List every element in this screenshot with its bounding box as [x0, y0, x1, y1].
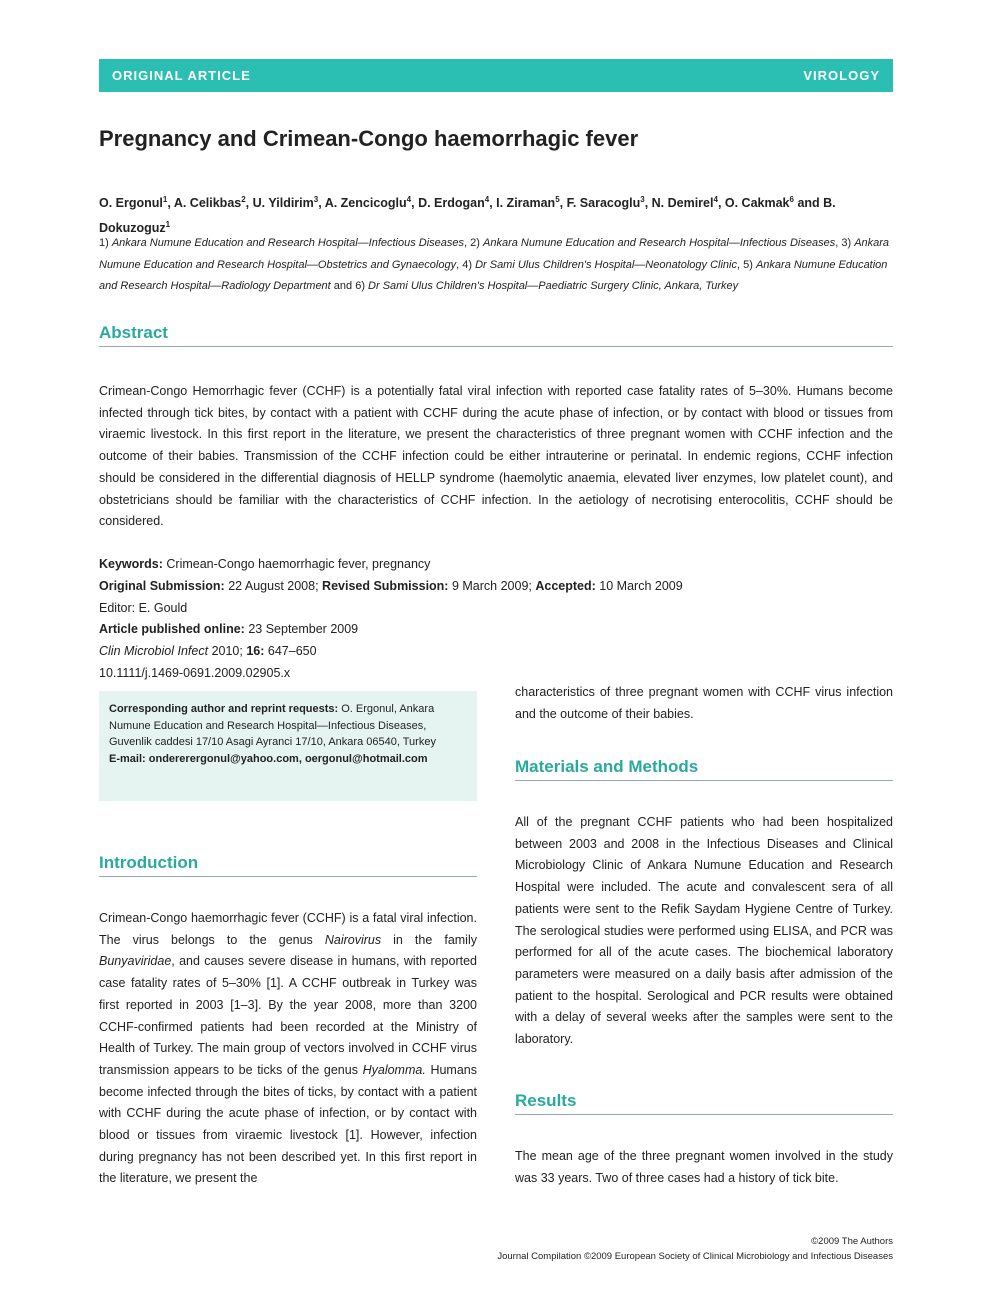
- article-category-banner: [99, 59, 893, 92]
- citation-line: Clin Microbiol Infect 2010; 16: 647–650: [99, 644, 317, 659]
- published-line: Article published online: 23 September 2009: [99, 622, 359, 637]
- editor-line: Editor: E. Gould: [99, 600, 188, 615]
- affiliations: 1) Ankara Numune Education and Research Hospital—Infectious Diseases, 2) Ankara Numune Education and Research Hospital—Infectious Diseases, 3) Ankara Numune Education and Research Hospital—Obstetrics and Gynaecology, 4) Dr Sami Ulus Children's Hospital—Neonatology Clinic, 5) Ankara Numune Education and Research Hospital—Radiology Department and 6) Dr Sami Ulus Children's Hospital—Paediatric Surgery Clinic, Ankara, Turkey: [99, 237, 890, 292]
- article-type-label: ORIGINAL ARTICLE: [112, 68, 251, 83]
- author: O. Cakmak$^6$: [724, 195, 794, 211]
- introduction-text: Crimean-Congo haemorrhagic fever (CCHF) is a fatal viral infection. The virus belongs to the genus Nairovirus in the family Bunyaviridae, and causes severe disease in humans, with reported case fatality rates of 5–30% [1]. A CCHF outbreak in Turkey was first reported in 2003 [1–3]. By the year 2008, more than 3200 CCHF-confirmed patients had been recorded at the Ministry of Health of Turkey. The main group of vectors involved in CCHF virus transmission appears to be ticks of the genus Hyalomma. Humans become infected through the bites of ticks, by contact with a patient with CCHF during the acute phase of infection, or by contact with blood or tissues from viraemic livestock [1]. However, infection during pregnancy has not been described yet. In this first report in the literature, we present the: [99, 911, 477, 1186]
- author: A. Celikbas$^2$: [173, 195, 246, 211]
- results-heading: Results: [515, 1091, 893, 1115]
- abstract-text: Crimean-Congo Hemorrhagic fever (CCHF) is a potentially fatal viral infection with reported case fatality rates of 5–30%. Humans become infected through tick bites, by contact with a patient with CCHF during the acute phase of infection, or by contact with blood or tissues from viraemic livestock. In this first report in the literature, we present the characteristics of three pregnant women with CCHF infection and the outcome of their babies. Transmission of the CCHF infection could be either intrauterine or perinatal. In endemic regions, CCHF infection should be considered in the differential diagnosis of HELLP syndrome (haemolytic anaemia, elevated liver enzymes, low platelet count), and obstetricians should be familiar with the characteristics of CCHF infection. In the aetiology of necrotising enterocolitis, CCHF should be considered.: [99, 384, 893, 529]
- methods-heading: Materials and Methods: [515, 757, 893, 781]
- author: B. Dokuzoguz$^1$: [99, 196, 836, 236]
- article-metadata: [99, 554, 893, 685]
- author: F. Saracoglu$^3$: [566, 195, 645, 211]
- results-text: The mean age of the three pregnant women involved in the study was 33 years. Two of three cases had a history of tick bite.: [515, 1149, 893, 1185]
- email-link[interactable]: ondererergonul@yahoo.com, oergonul@hotmail.com: [148, 752, 428, 765]
- author: A. Zencicoglu$^4$: [324, 195, 412, 211]
- copyright-footer: ©2009 The Authors Journal Compilation ©2009 European Society of Clinical Microbiology and Infectious Diseases: [497, 1236, 893, 1262]
- author-list: O. Ergonul$^1$, A. Celikbas$^2$, U. Yildirim$^3$, A. Zencicoglu$^4$, D. Erdogan$^4$, I. Ziraman$^5$, F. Saracoglu$^3$, N. Demirel$^4$, O. Cakmak$^6$ and B. Dokuzoguz$^1$: [99, 195, 836, 236]
- submission-dates-line: Original Submission: 22 August 2008; Revised Submission: 9 March 2009; Accepted: 10 March 2009: [99, 578, 683, 593]
- author: D. Erdogan$^4$: [418, 195, 490, 211]
- introduction-heading: Introduction: [99, 853, 477, 877]
- article-title: Pregnancy and Crimean-Congo haemorrhagic fever: [99, 126, 639, 151]
- author: N. Demirel$^4$: [651, 195, 718, 211]
- introduction-continued: characteristics of three pregnant women with CCHF virus infection and the outcome of their babies.: [515, 685, 893, 721]
- abstract-heading: Abstract: [99, 323, 893, 347]
- author: U. Yildirim$^3$: [252, 195, 319, 211]
- keywords-line: Keywords: Crimean-Congo haemorrhagic fever, pregnancy: [99, 557, 431, 571]
- doi-link[interactable]: 10.1111/j.1469-0691.2009.02905.x: [99, 665, 291, 680]
- author: O. Ergonul$^1$: [99, 195, 168, 211]
- correspondence-box: Corresponding author and reprint requests: O. Ergonul, Ankara Numune Education and Research Hospital—Infectious Diseases, Guvenlik caddesi 17/10 Asagi Ayranci 17/10, Ankara 06540, Turkey E-mail: ondererergonul@yahoo.com, oergonul@hotmail.com: [99, 691, 477, 801]
- methods-text: All of the pregnant CCHF patients who had been hospitalized between 2003 and 2008 in the Infectious Diseases and Clinical Microbiology Clinic of Ankara Numune Education and Research Hospital were included. The acute and convalescent sera of all patients were sent to the Refik Saydam Hygiene Centre of Turkey. The serological studies were performed using ELISA, and PCR was performed for all of the acute cases. The biochemical laboratory parameters were measured on a daily basis after admission of the patient to the hospital. Serological and PCR results were obtained with a delay of several weeks after the samples were sent to the laboratory.: [515, 815, 893, 1047]
- subject-label: VIROLOGY: [803, 68, 880, 83]
- author: I. Ziraman$^5$: [496, 195, 560, 211]
